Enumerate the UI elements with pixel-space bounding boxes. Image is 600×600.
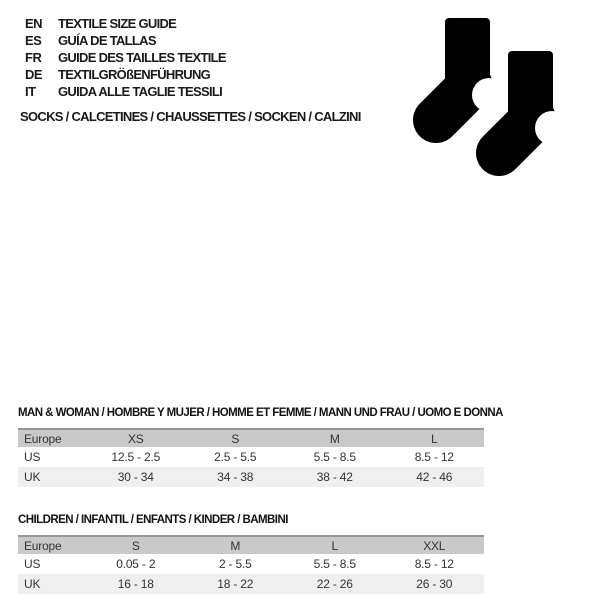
size-value: 34 - 38 — [217, 470, 254, 484]
size-value: 42 - 46 — [416, 470, 453, 484]
column-header-size: S — [231, 431, 240, 446]
column-header-size: M — [329, 431, 340, 446]
size-value: 2.5 - 5.5 — [214, 450, 257, 464]
size-value: 5.5 - 8.5 — [313, 450, 356, 464]
table-row — [18, 467, 484, 487]
column-header-size: L — [331, 538, 338, 553]
language-label: GUIDA ALLE TAGLIE TESSILI — [58, 84, 223, 99]
language-label: GUÍA DE TALLAS — [58, 33, 156, 48]
size-value: 8.5 - 12 — [414, 557, 454, 571]
socks-icon — [410, 16, 555, 178]
table-row — [18, 447, 484, 467]
table-header-row — [18, 536, 484, 554]
language-row-fr — [25, 49, 226, 66]
column-header-size: XS — [127, 431, 144, 446]
language-list — [25, 15, 226, 100]
column-header-size: M — [230, 538, 241, 553]
language-row-es — [25, 32, 226, 49]
row-label: US — [24, 557, 41, 571]
size-value: 18 - 22 — [217, 577, 254, 591]
adult-table-title: MAN & WOMAN / HOMBRE Y MUJER / HOMME ET FEMME / MANN UND FRAU / UOMO E DONNA — [18, 407, 503, 419]
product-category-title: SOCKS / CALCETINES / CHAUSSETTES / SOCKEN / CALZINI — [20, 109, 361, 124]
size-value: 16 - 18 — [117, 577, 154, 591]
language-row-de — [25, 66, 226, 83]
table-row — [18, 574, 484, 594]
language-code: IT — [25, 84, 36, 99]
column-header-region: Europe — [24, 431, 62, 446]
adult-size-table-section — [18, 406, 503, 487]
children-table-title: CHILDREN / INFANTIL / ENFANTS / KINDER / BAMBINI — [18, 514, 288, 526]
size-value: 26 - 30 — [416, 577, 453, 591]
language-label: TEXTILGRÖßENFÜHRUNG — [58, 67, 211, 82]
size-value: 8.5 - 12 — [414, 450, 454, 464]
row-label: UK — [24, 577, 41, 591]
language-code: ES — [25, 33, 42, 48]
table-row — [18, 554, 484, 574]
size-value: 38 - 42 — [316, 470, 353, 484]
size-value: 30 - 34 — [117, 470, 154, 484]
row-label: UK — [24, 470, 41, 484]
children-size-table — [18, 535, 484, 594]
size-value: 22 - 26 — [316, 577, 353, 591]
language-row-en — [25, 15, 226, 32]
column-header-size: XXL — [423, 538, 446, 553]
language-code: DE — [25, 67, 43, 82]
column-header-region: Europe — [24, 538, 62, 553]
row-label: US — [24, 450, 41, 464]
column-header-size: L — [431, 431, 438, 446]
language-code: FR — [25, 50, 42, 65]
language-row-it — [25, 83, 226, 100]
table-header-row — [18, 429, 484, 447]
size-value: 0.05 - 2 — [116, 557, 156, 571]
size-value: 2 - 5.5 — [218, 557, 252, 571]
children-size-table-section — [18, 513, 484, 594]
column-header-size: S — [131, 538, 140, 553]
adult-size-table — [18, 428, 484, 487]
language-code: EN — [25, 16, 43, 31]
size-value: 12.5 - 2.5 — [111, 450, 161, 464]
size-value: 5.5 - 8.5 — [313, 557, 356, 571]
language-label: GUIDE DES TAILLES TEXTILE — [58, 50, 226, 65]
language-label: TEXTILE SIZE GUIDE — [58, 16, 177, 31]
